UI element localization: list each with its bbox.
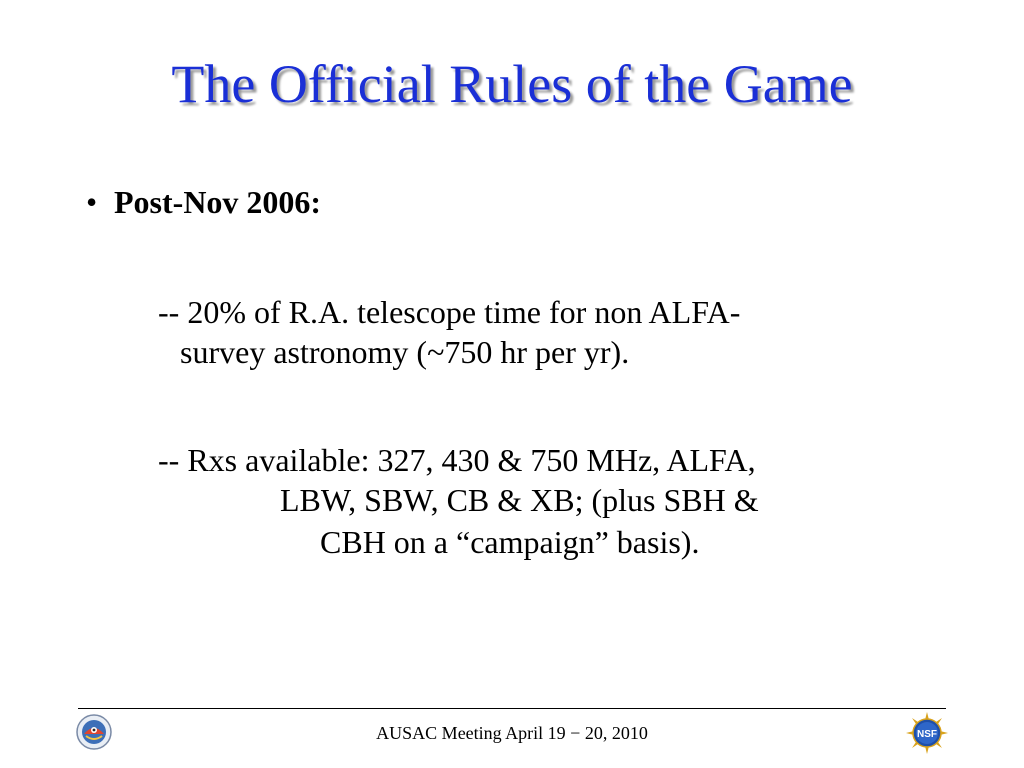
paragraph-2-line-2: LBW, SBW, CB & XB; (plus SBH & — [280, 482, 759, 518]
bullet-marker: • — [86, 184, 98, 220]
slide-title: The Official Rules of the Game — [171, 54, 853, 114]
footer-divider — [78, 708, 946, 709]
paragraph-1-line-2: survey astronomy (~750 hr per yr). — [180, 334, 630, 370]
paragraph-2-line-3: CBH on a “campaign” basis). — [320, 524, 700, 560]
nsf-logo-text: NSF — [917, 729, 937, 740]
paragraph-2-line-1: -- Rxs available: 327, 430 & 750 MHz, ALFA, — [158, 442, 756, 478]
paragraph-1-line-1: -- 20% of R.A. telescope time for non ALFA- — [158, 294, 741, 330]
footer-text: AUSAC Meeting April 19 − 20, 2010 — [376, 723, 648, 743]
bullet-item — [86, 182, 321, 222]
nsf-logo — [906, 712, 948, 754]
bullet-heading: Post-Nov 2006: — [114, 184, 322, 220]
